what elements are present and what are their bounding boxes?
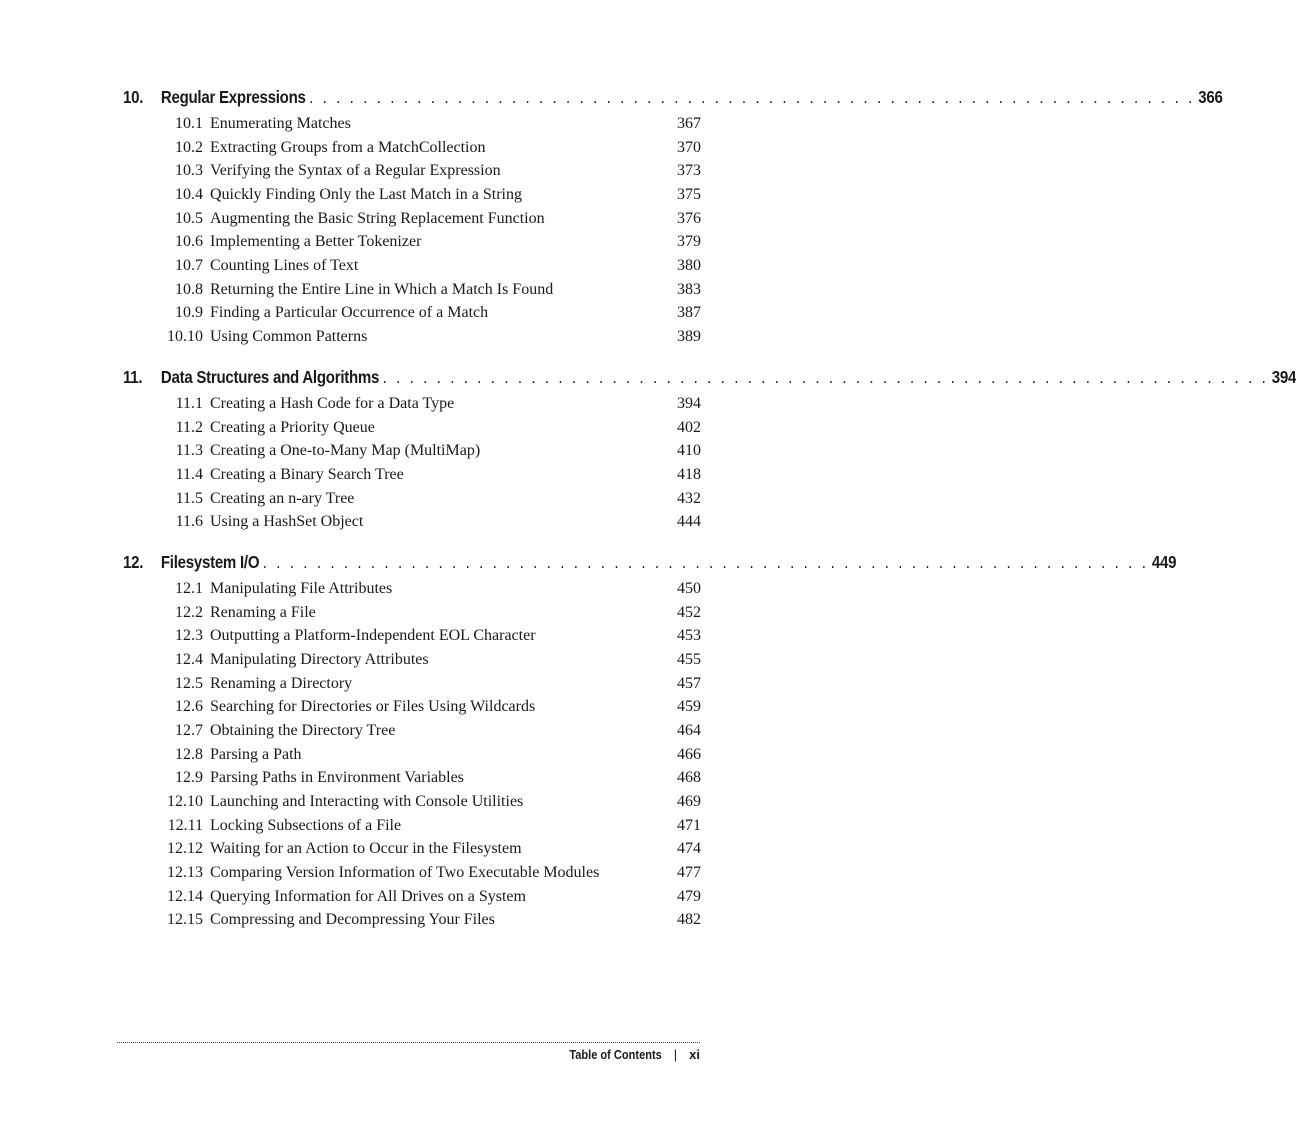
chapter-number: 11. bbox=[123, 367, 143, 387]
chapter-page: 394 bbox=[1271, 367, 1296, 387]
entry-page: 379 bbox=[677, 233, 701, 251]
dot-leader: . . . . . . . . . . . . . . . . . . . . . . . . . . . . . . . . . . . . . . . . . . . . . . . . . . . . . . . . . . . . . . . . . . bbox=[262, 552, 1149, 572]
toc-entry[interactable] bbox=[123, 814, 701, 838]
entry-page: 370 bbox=[677, 138, 701, 156]
entry-page: 402 bbox=[677, 418, 701, 436]
toc-entry[interactable] bbox=[123, 487, 701, 511]
entry-title: Creating an n-ary Tree bbox=[210, 489, 355, 507]
entry-title: Searching for Directories or Files Using Wildcards bbox=[210, 698, 536, 716]
entry-page: 375 bbox=[677, 185, 701, 203]
chapter-10 bbox=[123, 87, 1223, 349]
toc-entry[interactable] bbox=[123, 695, 701, 719]
footer-separator: | bbox=[673, 1047, 678, 1062]
entry-page: 389 bbox=[677, 328, 701, 346]
entry-page: 471 bbox=[677, 816, 701, 834]
toc-entry[interactable] bbox=[123, 392, 701, 416]
toc-entry[interactable] bbox=[123, 325, 701, 349]
entry-number: 12.1 bbox=[175, 579, 203, 597]
footer-page-number: xi bbox=[689, 1047, 700, 1062]
toc-entry[interactable] bbox=[123, 790, 701, 814]
entry-number: 12.4 bbox=[175, 650, 203, 668]
entry-title: Enumerating Matches bbox=[210, 114, 351, 132]
entry-title: Comparing Version Information of Two Executable Modules bbox=[210, 864, 600, 882]
entry-number: 12.12 bbox=[167, 840, 203, 858]
toc-entry[interactable] bbox=[123, 861, 701, 885]
entry-title: Obtaining the Directory Tree bbox=[210, 721, 396, 739]
entry-number: 12.14 bbox=[167, 887, 203, 905]
entry-number: 11.6 bbox=[175, 513, 203, 531]
chapter-number: 10. bbox=[123, 87, 144, 107]
entry-number: 11.2 bbox=[175, 418, 203, 436]
entry-page: 455 bbox=[677, 650, 701, 668]
entry-number: 12.10 bbox=[167, 793, 203, 811]
toc-entry[interactable] bbox=[123, 230, 701, 254]
entry-title: Creating a Priority Queue bbox=[210, 418, 375, 436]
entry-title: Outputting a Platform-Independent EOL Character bbox=[210, 627, 536, 645]
chapter-number: 12. bbox=[123, 552, 144, 572]
entry-number: 12.5 bbox=[175, 674, 203, 692]
dot-leader: . . . . . . . . . . . . . . . . . . . . . . . . . . . . . . . . . . . . . . . . . . . . . . . . . . . . . . . . . . . . . . . . . . bbox=[382, 367, 1269, 387]
toc-entry[interactable] bbox=[123, 439, 701, 463]
entry-page: 466 bbox=[677, 745, 701, 763]
entry-page: 387 bbox=[677, 304, 701, 322]
entry-page: 383 bbox=[677, 280, 701, 298]
entry-page: 464 bbox=[677, 721, 701, 739]
entry-title: Parsing a Path bbox=[210, 745, 302, 763]
entry-number: 10.5 bbox=[175, 209, 203, 227]
entry-number: 10.8 bbox=[175, 280, 203, 298]
entry-page: 453 bbox=[677, 627, 701, 645]
entry-page: 459 bbox=[677, 698, 701, 716]
entry-number: 11.4 bbox=[175, 465, 203, 483]
entry-title: Quickly Finding Only the Last Match in a String bbox=[210, 185, 522, 203]
entry-page: 482 bbox=[677, 911, 701, 929]
toc-entry[interactable] bbox=[123, 577, 701, 601]
entry-page: 444 bbox=[677, 513, 701, 531]
entry-page: 432 bbox=[677, 489, 701, 507]
entry-title: Implementing a Better Tokenizer bbox=[210, 233, 422, 251]
toc-entry[interactable] bbox=[123, 159, 701, 183]
entry-title: Augmenting the Basic String Replacement Function bbox=[210, 209, 545, 227]
chapter-page: 449 bbox=[1151, 552, 1177, 572]
entry-page: 457 bbox=[677, 674, 701, 692]
toc-entry[interactable] bbox=[123, 254, 701, 278]
toc-entry[interactable] bbox=[123, 463, 701, 487]
entry-number: 12.2 bbox=[175, 603, 203, 621]
entry-list bbox=[123, 577, 701, 932]
toc-entry[interactable] bbox=[123, 743, 701, 767]
entry-page: 450 bbox=[677, 579, 701, 597]
entry-page: 373 bbox=[677, 162, 701, 180]
entry-title: Finding a Particular Occurrence of a Match bbox=[210, 304, 489, 322]
footer-title: Table of Contents bbox=[569, 1047, 662, 1062]
toc-entry[interactable] bbox=[123, 416, 701, 440]
entry-page: 477 bbox=[677, 864, 701, 882]
entry-number: 12.8 bbox=[175, 745, 203, 763]
entry-number: 10.3 bbox=[175, 162, 203, 180]
entry-page: 468 bbox=[677, 769, 701, 787]
toc-entry[interactable] bbox=[123, 719, 701, 743]
entry-title: Parsing Paths in Environment Variables bbox=[210, 769, 464, 787]
toc-entry[interactable] bbox=[123, 136, 701, 160]
entry-list bbox=[123, 112, 701, 349]
entry-number: 12.9 bbox=[175, 769, 203, 787]
entry-title: Launching and Interacting with Console Utilities bbox=[210, 793, 524, 811]
entry-title: Creating a Binary Search Tree bbox=[210, 465, 404, 483]
toc-entry[interactable] bbox=[123, 648, 701, 672]
chapter-title: Regular Expressions bbox=[160, 87, 306, 107]
entry-number: 12.6 bbox=[175, 698, 203, 716]
entry-title: Manipulating Directory Attributes bbox=[210, 650, 429, 668]
entry-number: 11.3 bbox=[175, 442, 203, 460]
toc-entry[interactable] bbox=[123, 909, 701, 933]
toc-entry[interactable] bbox=[123, 838, 701, 862]
toc-entry[interactable] bbox=[123, 672, 701, 696]
chapter-11 bbox=[123, 367, 1296, 534]
chapter-title: Data Structures and Algorithms bbox=[160, 367, 380, 387]
toc-entry[interactable] bbox=[123, 207, 701, 231]
entry-page: 376 bbox=[677, 209, 701, 227]
entry-list bbox=[123, 392, 701, 534]
entry-title: Using Common Patterns bbox=[210, 328, 368, 346]
chapter-heading[interactable] bbox=[123, 87, 1223, 111]
entry-number: 10.10 bbox=[167, 328, 203, 346]
entry-title: Compressing and Decompressing Your Files bbox=[210, 911, 495, 929]
entry-title: Querying Information for All Drives on a System bbox=[210, 887, 526, 905]
entry-page: 474 bbox=[677, 840, 701, 858]
entry-title: Returning the Entire Line in Which a Match Is Found bbox=[210, 280, 554, 298]
toc-entry[interactable] bbox=[123, 601, 701, 625]
toc-entry[interactable] bbox=[123, 885, 701, 909]
toc-entry[interactable] bbox=[123, 112, 701, 136]
entry-page: 479 bbox=[677, 887, 701, 905]
entry-number: 10.6 bbox=[175, 233, 203, 251]
entry-title: Verifying the Syntax of a Regular Expression bbox=[210, 162, 501, 180]
entry-title: Locking Subsections of a File bbox=[210, 816, 402, 834]
footer-rule bbox=[117, 1042, 700, 1043]
entry-title: Creating a Hash Code for a Data Type bbox=[210, 394, 455, 412]
entry-title: Creating a One-to-Many Map (MultiMap) bbox=[210, 442, 481, 460]
entry-page: 394 bbox=[677, 394, 701, 412]
chapter-title: Filesystem I/O bbox=[160, 552, 260, 572]
entry-page: 418 bbox=[677, 465, 701, 483]
entry-number: 11.5 bbox=[175, 489, 203, 507]
chapter-page: 366 bbox=[1198, 87, 1223, 107]
entry-number: 11.1 bbox=[175, 394, 203, 412]
entry-page: 469 bbox=[677, 793, 701, 811]
entry-number: 12.7 bbox=[175, 721, 203, 739]
entry-number: 10.4 bbox=[175, 185, 203, 203]
entry-page: 452 bbox=[677, 603, 701, 621]
dot-leader: . . . . . . . . . . . . . . . . . . . . . . . . . . . . . . . . . . . . . . . . . . . . . . . . . . . . . . . . . . . . . . . . . . bbox=[309, 87, 1195, 107]
entry-title: Extracting Groups from a MatchCollection bbox=[210, 138, 486, 156]
entry-number: 10.1 bbox=[175, 114, 203, 132]
chapter-heading[interactable] bbox=[123, 552, 1177, 576]
entry-title: Renaming a Directory bbox=[210, 674, 353, 692]
toc-entry[interactable] bbox=[123, 767, 701, 791]
entry-title: Renaming a File bbox=[210, 603, 316, 621]
toc-entry[interactable] bbox=[123, 278, 701, 302]
entry-number: 10.2 bbox=[175, 138, 203, 156]
entry-number: 12.13 bbox=[167, 864, 203, 882]
chapter-heading[interactable] bbox=[123, 367, 1296, 391]
toc-entry[interactable] bbox=[123, 302, 701, 326]
toc-entry[interactable] bbox=[123, 624, 701, 648]
entry-page: 367 bbox=[677, 114, 701, 132]
entry-title: Using a HashSet Object bbox=[210, 513, 364, 531]
chapter-12 bbox=[123, 552, 1177, 932]
entry-number: 12.11 bbox=[167, 816, 203, 834]
entry-page: 380 bbox=[677, 256, 701, 274]
entry-page: 410 bbox=[677, 442, 701, 460]
entry-number: 12.15 bbox=[167, 911, 203, 929]
entry-title: Manipulating File Attributes bbox=[210, 579, 393, 597]
toc-entry[interactable] bbox=[123, 183, 701, 207]
entry-number: 12.3 bbox=[175, 627, 203, 645]
entry-title: Waiting for an Action to Occur in the Filesystem bbox=[210, 840, 522, 858]
entry-title: Counting Lines of Text bbox=[210, 256, 359, 274]
entry-number: 10.9 bbox=[175, 304, 203, 322]
toc-entry[interactable] bbox=[123, 510, 701, 534]
entry-number: 10.7 bbox=[175, 256, 203, 274]
page-footer bbox=[553, 1047, 700, 1062]
